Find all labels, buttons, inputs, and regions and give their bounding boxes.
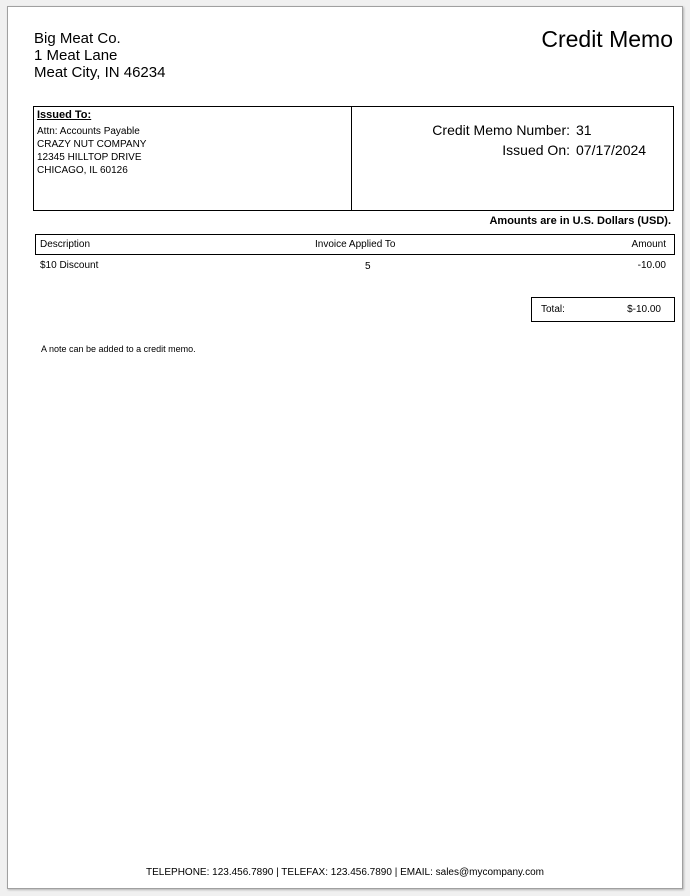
header-amount: Amount [631, 239, 666, 250]
memo-number-label: Credit Memo Number: [432, 122, 570, 138]
recipient-city: CHICAGO, IL 60126 [37, 165, 128, 176]
memo-number-value: 31 [576, 122, 592, 138]
issued-on-label: Issued On: [502, 142, 570, 158]
total-value: $-10.00 [627, 304, 661, 315]
total-box [531, 297, 675, 322]
issued-on-row [352, 142, 652, 158]
memo-details [352, 107, 673, 210]
header-description: Description [40, 239, 91, 250]
row-invoice: 5 [365, 261, 371, 272]
company-address-line2: Meat City, IN 46234 [34, 64, 166, 81]
issued-on-value: 07/17/2024 [576, 142, 647, 158]
company-name: Big Meat Co. [34, 30, 121, 47]
document-title: Credit Memo [541, 26, 673, 52]
total-label: Total: [541, 304, 565, 315]
row-amount: -10.00 [637, 260, 666, 271]
company-address-line1: 1 Meat Lane [34, 47, 118, 64]
recipient-address [37, 125, 146, 177]
memo-note: A note can be added to a credit memo. [41, 344, 196, 354]
issued-to-label: Issued To: [37, 109, 92, 121]
line-items-header [35, 234, 675, 255]
row-description: $10 Discount [40, 260, 99, 271]
company-info [34, 30, 165, 81]
issued-to-section [34, 107, 352, 210]
table-row [35, 259, 675, 275]
memo-number-row [352, 122, 652, 138]
currency-note: Amounts are in U.S. Dollars (USD). [489, 215, 671, 227]
footer-contact: TELEPHONE: 123.456.7890 | TELEFAX: 123.456.7890 | EMAIL: sales@mycompany.com [146, 867, 544, 878]
recipient-name: CRAZY NUT COMPANY [37, 139, 147, 150]
credit-memo-page [7, 6, 683, 889]
header-invoice-applied-to: Invoice Applied To [315, 239, 396, 250]
recipient-street: 12345 HILLTOP DRIVE [37, 152, 142, 163]
recipient-attn: Attn: Accounts Payable [37, 126, 140, 137]
info-box [33, 106, 674, 211]
